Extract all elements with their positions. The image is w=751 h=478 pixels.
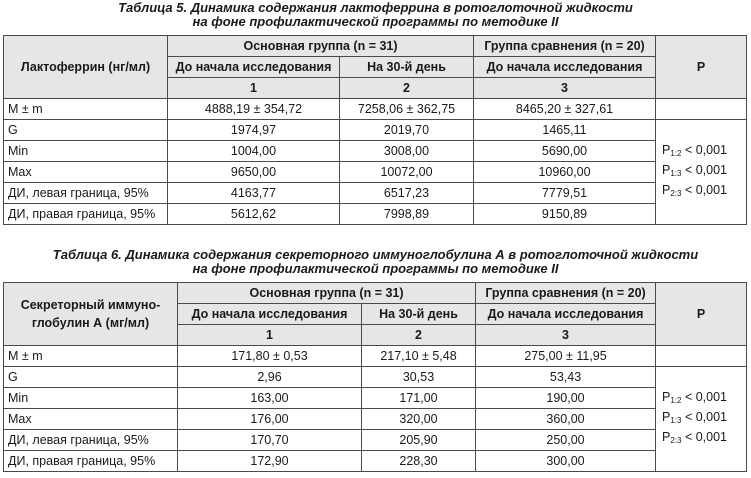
table5 [3, 35, 747, 225]
row-label: M ± m [4, 99, 168, 120]
table5-col-number-3: 3 [474, 78, 656, 99]
table-row [4, 120, 747, 141]
table6 [3, 282, 747, 472]
table-cell: 53,43 [476, 367, 656, 388]
table-cell: 171,80 ± 0,53 [178, 346, 362, 367]
table-cell: 2,96 [178, 367, 362, 388]
table-cell: 2019,70 [340, 120, 474, 141]
table-cell: 10072,00 [340, 162, 474, 183]
table-cell: 300,00 [476, 451, 656, 472]
table-row [4, 388, 747, 409]
table-cell: 250,00 [476, 430, 656, 451]
row-label: Min [4, 141, 168, 162]
table6-col-header-2: На 30-й день [362, 304, 476, 325]
table-row [4, 183, 747, 204]
table-cell: 1465,11 [474, 120, 656, 141]
table-cell: 8465,20 ± 327,61 [474, 99, 656, 120]
table6-caption-line1: Таблица 6. Динамика содержания секреторного иммуноглобулина А в ротоглоточной жидкости [52, 247, 699, 262]
table-row [4, 204, 747, 225]
table-cell: 170,70 [178, 430, 362, 451]
p-value-line: $P_{2:3} < 0,001$ [662, 430, 728, 445]
table-row [4, 409, 747, 430]
table5-caption-line1: Таблица 5. Динамика содержания лактоферрина в ротоглоточной жидкости [118, 0, 633, 15]
row-label: Max [4, 162, 168, 183]
table-cell: 9650,00 [168, 162, 340, 183]
table5-p-header: P [656, 36, 747, 99]
table-cell: 176,00 [178, 409, 362, 430]
table-cell: 3008,00 [340, 141, 474, 162]
table5-p-values [656, 120, 747, 225]
table6-group-comparison: Группа сравнения (n = 20) [476, 283, 656, 304]
table-row [4, 451, 747, 472]
table-cell: 360,00 [476, 409, 656, 430]
table-cell: 4888,19 ± 354,72 [168, 99, 340, 120]
table6-col-header-1: До начала исследования [178, 304, 362, 325]
table-cell: 228,30 [362, 451, 476, 472]
table-cell: 4163,77 [168, 183, 340, 204]
table6-p-header: P [656, 283, 747, 346]
p-value-line: $P_{2:3} < 0,001$ [662, 183, 728, 198]
p-value-line: $P_{1:2} < 0,001$ [662, 143, 728, 158]
table6-p-values [656, 367, 747, 472]
table6-caption-line2: на фоне профилактической программы по методике II [192, 261, 559, 276]
table5-caption-line2: на фоне профилактической программы по методике II [192, 14, 559, 29]
row-label: G [4, 120, 168, 141]
table-row [4, 141, 747, 162]
row-label: Min [4, 388, 178, 409]
table-cell: 5612,62 [168, 204, 340, 225]
table6-col-number-1: 1 [178, 325, 362, 346]
row-label: ДИ, левая граница, 95% [4, 183, 168, 204]
table-cell: 163,00 [178, 388, 362, 409]
p-value-line: $P_{1:3} < 0,001$ [662, 410, 728, 425]
table-cell: 190,00 [476, 388, 656, 409]
table-row [4, 346, 747, 367]
table5-col-header-1: До начала исследования [168, 57, 340, 78]
table-cell: 1004,00 [168, 141, 340, 162]
table-cell: 7779,51 [474, 183, 656, 204]
table5-corner-label: Лактоферрин (нг/мл) [4, 36, 168, 99]
table-cell: 6517,23 [340, 183, 474, 204]
table-cell: 30,53 [362, 367, 476, 388]
table6-col-number-2: 2 [362, 325, 476, 346]
row-label: M ± m [4, 346, 178, 367]
table-cell: 5690,00 [474, 141, 656, 162]
table-row [4, 162, 747, 183]
row-label: G [4, 367, 178, 388]
p-value-line: $P_{1:2} < 0,001$ [662, 390, 728, 405]
row-label: ДИ, левая граница, 95% [4, 430, 178, 451]
table6-group-main: Основная группа (n = 31) [178, 283, 476, 304]
table-cell: 10960,00 [474, 162, 656, 183]
table5-caption [0, 1, 751, 29]
p-value-line: $P_{1:3} < 0,001$ [662, 163, 728, 178]
table5-group-main: Основная группа (n = 31) [168, 36, 474, 57]
table6-corner-label: Секреторный иммуно-глобулин А (мг/мл) [4, 283, 178, 346]
table-row [4, 367, 747, 388]
table6-col-header-3: До начала исследования [476, 304, 656, 325]
table-cell: 7998,89 [340, 204, 474, 225]
table5-col-header-2: На 30-й день [340, 57, 474, 78]
table5-col-header-3: До начала исследования [474, 57, 656, 78]
table5-col-number-1: 1 [168, 78, 340, 99]
row-label: Max [4, 409, 178, 430]
table5-group-comparison: Группа сравнения (n = 20) [474, 36, 656, 57]
table5-col-number-2: 2 [340, 78, 474, 99]
table-cell: 320,00 [362, 409, 476, 430]
row-label: ДИ, правая граница, 95% [4, 451, 178, 472]
table-cell: 7258,06 ± 362,75 [340, 99, 474, 120]
row-label: ДИ, правая граница, 95% [4, 204, 168, 225]
table6-col-number-3: 3 [476, 325, 656, 346]
table-row [4, 430, 747, 451]
table-cell: 275,00 ± 11,95 [476, 346, 656, 367]
table-cell: 217,10 ± 5,48 [362, 346, 476, 367]
table-cell: 171,00 [362, 388, 476, 409]
table6-caption [0, 248, 751, 276]
table-row [4, 99, 747, 120]
table-cell: 172,90 [178, 451, 362, 472]
table-cell: 9150,89 [474, 204, 656, 225]
table-cell: 1974,97 [168, 120, 340, 141]
table-cell: 205,90 [362, 430, 476, 451]
